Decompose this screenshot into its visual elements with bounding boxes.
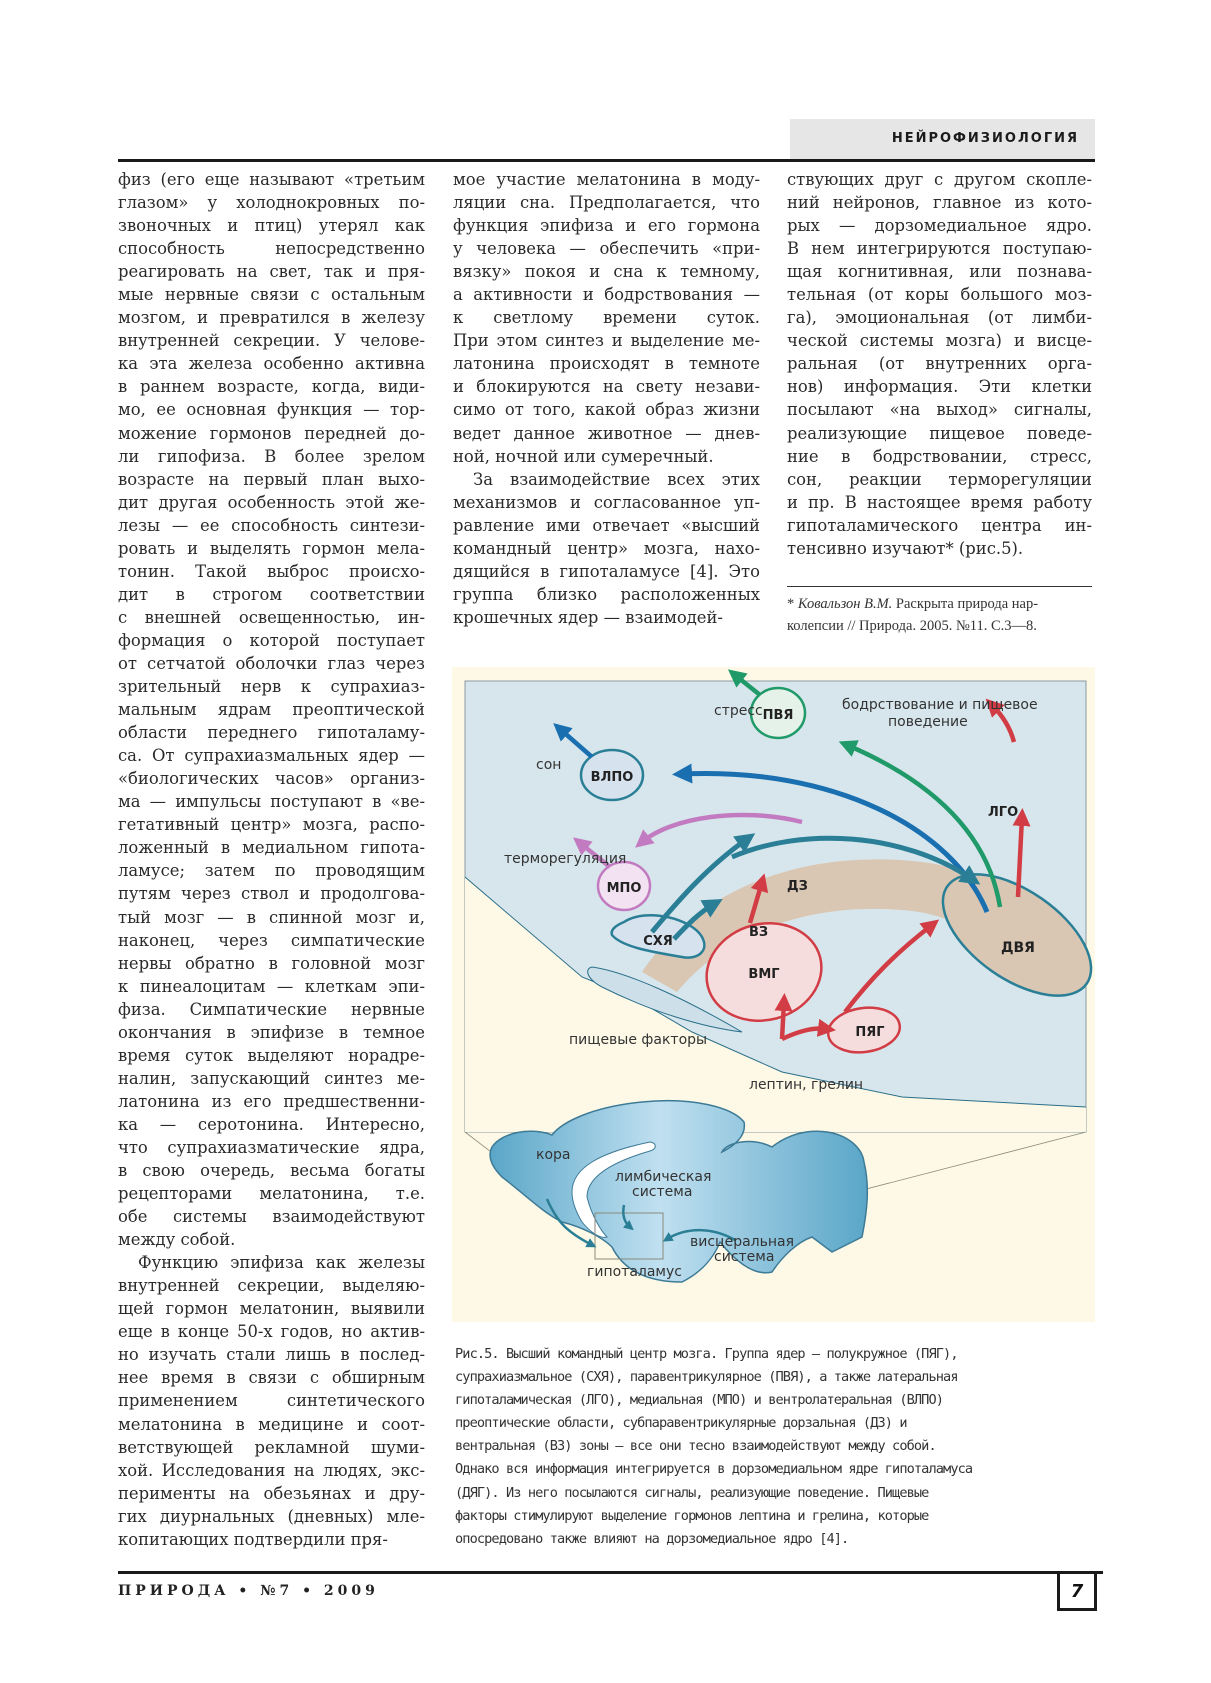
footnote-rule: [787, 586, 1092, 587]
text-line: физ (его еще называют «третьим: [118, 170, 425, 189]
vlpo-label: ВЛПО: [590, 770, 634, 785]
text-line: га), эмоциональная (от лимби-: [787, 308, 1092, 328]
text-line: у человека — обеспечить «при-: [453, 239, 760, 259]
caption-line: супрахиазмальное (СХЯ), паравентрикулярное (ПВЯ), а также латеральная: [455, 1369, 958, 1386]
mpo-label: МПО: [606, 881, 642, 896]
section-header-band: [790, 119, 1095, 159]
text-line: ветствующей рекламной шуми-: [118, 1437, 425, 1457]
text-line: дит в строгом соответствии: [118, 584, 425, 604]
text-line: ральная (от внутренних орга-: [787, 354, 1092, 374]
top-rule: [118, 159, 1095, 162]
label-food-factors: пищевые факторы: [569, 1032, 708, 1048]
text-line: нее время в связи с обширным: [118, 1368, 425, 1388]
text-line: мое участие мелатонина в моду-: [453, 170, 760, 189]
text-line: нервы обратно в головной мозг: [118, 953, 425, 973]
text-line: рецепторами мелатонина, т.е.: [118, 1184, 425, 1204]
label-vz: ВЗ: [749, 925, 769, 940]
pvn-label: ПВЯ: [762, 708, 794, 723]
caption-line: Однако вся информация интегрируется в дорзомедиальном ядре гипоталамуса: [455, 1461, 973, 1478]
text-line: обе системы взаимодействуют: [118, 1207, 425, 1227]
label-wake-food-1: бодрствование и пищевое: [842, 697, 1038, 713]
text-line: между собой.: [118, 1230, 236, 1250]
label-leptin: лептин, грелин: [749, 1077, 864, 1093]
text-line: к пинеалоцитам — клеткам эпи-: [118, 976, 425, 996]
text-line: гих диурнальных (дневных) мле-: [118, 1506, 425, 1526]
text-line: механизмов и согласованное уп-: [453, 492, 760, 512]
text-line: ламусе; затем по проводящим: [118, 861, 425, 881]
text-line: что супрахиазматические ядра,: [118, 1137, 425, 1157]
text-line: в раннем возрасте, когда, види-: [118, 377, 425, 397]
caption-line: (ДЯГ). Из него посылаются сигналы, реализующие поведение. Пищевые: [455, 1484, 929, 1501]
text-line: мые нервные связи с остальным: [118, 285, 425, 305]
text-line: можение гормонов передней до-: [118, 423, 425, 443]
text-line: ли гипофиза. В более зрелом: [118, 446, 425, 466]
text-line: В нем интегрируются поступаю-: [787, 239, 1092, 259]
text-line: мелатонина в медицине и соот-: [118, 1414, 425, 1434]
text-line: с внешней освещенностью, ин-: [118, 607, 425, 627]
text-line: мо, ее основная функция — тор-: [118, 400, 425, 420]
text-line: ствующих друг с другом скопле-: [787, 170, 1092, 189]
text-line: мальным ядрам преоптической: [118, 700, 425, 720]
text-line: окончания в эпифизе в темное: [118, 1022, 425, 1042]
label-thermo: терморегуляция: [504, 851, 627, 867]
text-line: перименты на обезьянах и дру-: [118, 1483, 425, 1503]
text-line: щая когнитивная, или познава-: [787, 262, 1092, 282]
text-line: формация о которой поступает: [118, 630, 425, 650]
text-line: к светлому времени суток.: [453, 308, 760, 328]
journal-footer: ПРИРОДА • №7 • 2009: [118, 1583, 379, 1599]
text-line: зрительный нерв к супрахиаз-: [118, 677, 425, 697]
text-line: тый мозг — в спинной мозг и,: [118, 907, 425, 927]
caption-line: Рис.5. Высший командный центр мозга. Группа ядер — полукружное (ПЯГ),: [455, 1346, 958, 1362]
caption-line: опосредовано также влияют на дорзомедиальное ядро [4].: [455, 1530, 849, 1547]
text-line: ведет данное животное — днев-: [453, 423, 760, 443]
text-line: наконец, через симпатические: [118, 930, 425, 950]
text-line: ний нейронов, главное из кото-: [787, 193, 1092, 213]
text-line: ние в бодрствовании, стресс,: [787, 446, 1092, 466]
text-line: командный центр» мозга, нахо-: [453, 538, 760, 558]
text-line: внутренней секреции. У челове-: [118, 331, 425, 351]
page-number-box: [1057, 1571, 1097, 1611]
text-line: За взаимодействие всех этих: [473, 469, 760, 489]
text-line: дит другая особенность этой же-: [118, 492, 425, 512]
text-line: а активности и бодрствования —: [453, 285, 760, 305]
label-visceral-1: висцеральная: [690, 1234, 795, 1250]
text-line: от сетчатой оболочки глаз через: [118, 653, 425, 673]
label-visceral-2: система: [714, 1249, 775, 1265]
text-column-2: [453, 168, 760, 629]
pyag-label: ПЯГ: [855, 1025, 885, 1040]
label-cortex: кора: [536, 1147, 571, 1163]
text-line: щей гормон мелатонин, выявили: [118, 1299, 425, 1319]
label-limbic-1: лимбическая: [615, 1169, 712, 1185]
text-line: области переднего гипоталаму-: [118, 723, 425, 743]
text-line: реализующие пищевое поведе-: [787, 423, 1092, 443]
text-line: путям через ствол и продолгова-: [118, 884, 425, 904]
caption-line: преоптические области, субпаравентрикулярные дорзальная (ДЗ) и: [455, 1415, 907, 1432]
text-line: ка эта железа особенно активна: [118, 354, 425, 374]
text-line: вязку» покоя и сна к темному,: [453, 262, 760, 282]
text-line: группа близко расположенных: [453, 584, 760, 604]
text-column-3: [787, 168, 1092, 560]
text-line: звоночных и птиц) утерял как: [118, 216, 425, 236]
text-line: в свою очередь, весьма богаты: [118, 1161, 425, 1181]
text-line: но изучать стали лишь в послед-: [118, 1345, 425, 1365]
text-line: лезы — ее способность синтези-: [118, 515, 425, 535]
text-line: способность непосредственно: [118, 239, 425, 259]
figure-caption: [455, 1343, 1095, 1551]
text-line: возрасте на первый план выхо-: [118, 469, 425, 489]
bottom-rule: [118, 1571, 1103, 1574]
text-line: симо от того, какой образ жизни: [453, 400, 760, 420]
text-line: сон, реакции терморегуляции: [787, 469, 1092, 489]
text-line: латонина из его предшественни-: [118, 1091, 425, 1111]
vmg-label: ВМГ: [748, 967, 780, 982]
footnote-author: Ковальзон В.М.: [797, 596, 893, 612]
label-dz: ДЗ: [787, 879, 808, 894]
text-line: гетативный центр» мозга, распо-: [118, 815, 425, 835]
text-line: дящийся в гипоталамусе [4]. Это: [453, 561, 760, 581]
text-column-1: [118, 168, 425, 1551]
footnote-line-2: колепсии // Природа. 2005. №11. С.3—8.: [787, 618, 1037, 634]
text-line: равление ими отвечает «высший: [453, 515, 760, 535]
footnote-line-1: * Ковальзон В.М. Раскрыта природа нар-: [787, 596, 1039, 612]
text-line: еще в конце 50-х годов, но актив-: [118, 1322, 425, 1342]
text-line: ма — импульсы поступают в «ве-: [118, 792, 425, 812]
text-line: внутренней секреции, выделяю-: [118, 1276, 425, 1296]
text-line: са. От супрахиазмальных ядер —: [118, 746, 425, 766]
label-stress: стресс: [714, 703, 763, 719]
label-limbic-2: система: [632, 1184, 693, 1200]
text-line: тонин. Такой выброс происхо-: [118, 561, 425, 581]
text-line: латонина происходят в темноте: [453, 354, 760, 374]
text-line: хой. Исследования на людях, экс-: [118, 1460, 425, 1480]
text-line: ляции сна. Предполагается, что: [453, 193, 760, 213]
text-line: «биологических часов» организ-: [118, 769, 425, 789]
caption-line: факторы стимулируют выделение гормонов лептина и грелина, которые: [455, 1507, 929, 1524]
text-line: физа. Симпатические нервные: [118, 999, 425, 1019]
text-line: ной, ночной или сумеречный.: [453, 446, 714, 466]
label-hypothalamus: гипоталамус: [587, 1264, 682, 1280]
text-line: функция эпифиза и его гормона: [453, 216, 760, 236]
text-line: крошечных ядер — взаимодей-: [453, 607, 723, 627]
text-line: тенсивно изучают* (рис.5).: [787, 538, 1024, 558]
text-line: и блокируются на свету незави-: [453, 377, 760, 397]
label-wake-food-2: поведение: [888, 714, 968, 730]
scn-label: СХЯ: [643, 934, 673, 949]
text-line: применением синтетического: [118, 1391, 425, 1411]
page-number: 7: [1070, 1580, 1084, 1602]
text-line: посылают «на выход» сигналы,: [787, 400, 1092, 420]
text-line: мозгом, и превратился в железу: [118, 308, 425, 328]
text-line: копитающих подтвердили пря-: [118, 1529, 388, 1549]
text-line: ложенный в медиальном гипота-: [118, 838, 425, 858]
text-line: налин, запускающий синтез ме-: [118, 1068, 425, 1088]
text-line: ка — серотонина. Интересно,: [118, 1114, 425, 1134]
text-line: рых — дорзомедиальное ядро.: [787, 216, 1092, 236]
label-lgo: ЛГО: [988, 805, 1019, 820]
text-line: гипоталамического центра ин-: [787, 515, 1092, 535]
text-line: время суток выделяют норадре-: [118, 1045, 425, 1065]
text-line: ческой системы мозга) и висце-: [787, 331, 1092, 351]
caption-line: вентральная (ВЗ) зоны — все они тесно взаимодействуют между собой.: [455, 1438, 936, 1455]
label-sleep: сон: [536, 757, 562, 773]
brain-labels: [452, 667, 1095, 1322]
text-line: При этом синтез и выделение ме-: [453, 331, 760, 351]
dvn-label: ДВЯ: [1001, 940, 1035, 956]
text-line: ровать и выделять гормон мела-: [118, 538, 425, 558]
text-line: нов) информация. Эти клетки: [787, 377, 1092, 397]
text-line: и пр. В настоящее время работу: [787, 492, 1092, 512]
footnote: [787, 593, 1092, 637]
text-line: реагировать на свет, так и пря-: [118, 262, 425, 282]
text-line: тельная (от коры большого моз-: [787, 285, 1092, 305]
caption-line: гипоталамическая (ЛГО), медиальная (МПО) и вентролатеральная (ВЛПО): [455, 1392, 944, 1409]
text-line: Функцию эпифиза как железы: [138, 1253, 425, 1273]
text-line: глазом» у холоднокровных по-: [118, 193, 425, 213]
section-label: НЕЙРОФИЗИОЛОГИЯ: [891, 131, 1079, 146]
figure-5: [452, 667, 1095, 1322]
